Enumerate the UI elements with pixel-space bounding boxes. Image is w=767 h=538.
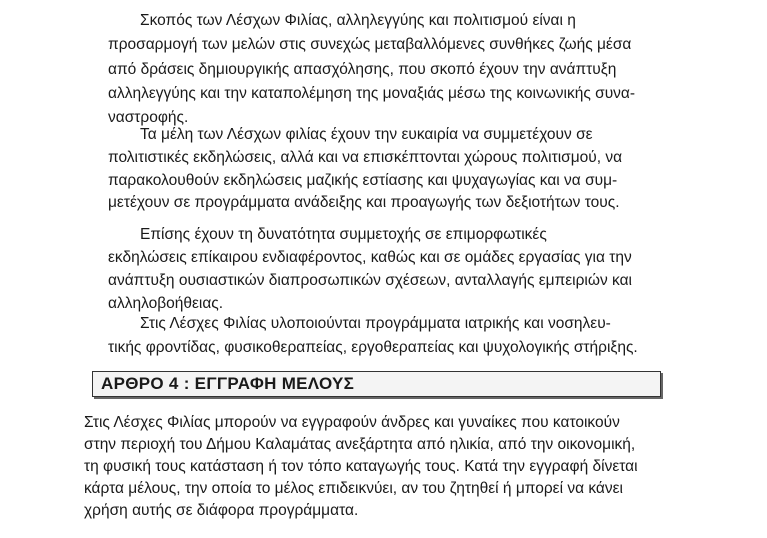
paragraph-line: από δράσεις δημιουργικής απασχόλησης, που σκοπό έχουν την ανάπτυξη — [108, 61, 617, 78]
paragraph-line: Στις Λέσχες Φιλίας υλοποιούνται προγράμματα ιατρικής και νοσηλευ- — [140, 315, 611, 332]
paragraph-line: αλληλεγγύης και την καταπολέμηση της μοναξιάς μέσω της κοινωνικής συνα- — [108, 85, 636, 102]
paragraph-line: προσαρμογή των μελών στις συνεχώς μεταβαλλόμενες συνθήκες ζωής μέσα — [108, 36, 632, 53]
paragraph-line: ανάπτυξη ουσιαστικών διαπροσωπικών σχέσεων, ανταλλαγής εμπειριών και — [108, 272, 632, 289]
paragraph-line: κάρτα μέλους, την οποία το μέλος επιδεικνύει, αν του ζητηθεί ή μπορεί να κάνει — [84, 480, 623, 497]
paragraph-line: τικής φροντίδας, φυσικοθεραπείας, εργοθεραπείας και ψυχολογικής στήριξης. — [108, 339, 638, 356]
paragraph-line: Επίσης έχουν τη δυνατότητα συμμετοχής σε επιμορφωτικές — [140, 226, 547, 243]
paragraph-line: χρήση αυτής σε διάφορα προγράμματα. — [84, 502, 359, 519]
paragraph-line: ναστροφής. — [108, 109, 189, 126]
paragraph-line: μετέχουν σε προγράμματα ανάδειξης και προαγωγής των δεξιοτήτων τους. — [108, 194, 620, 211]
paragraph-line: στην περιοχή του Δήμου Καλαμάτας ανεξάρτητα από ηλικία, από την οικονομική, — [84, 436, 636, 453]
paragraph-line: Στις Λέσχες Φιλίας μπορούν να εγγραφούν άνδρες και γυναίκες που κατοικούν — [84, 414, 620, 431]
paragraph-line: Σκοπός των Λέσχων Φιλίας, αλληλεγγύης και πολιτισμού είναι η — [140, 12, 576, 29]
paragraph-line: παρακολουθούν εκδηλώσεις μαζικής εστίασης και ψυχαγωγίας και να συμ- — [108, 172, 618, 189]
paragraph-line: πολιτιστικές εκδηλώσεις, αλλά και να επισκέπτονται χώρους πολιτισμού, να — [108, 149, 623, 166]
article-heading: ΑΡΘΡΟ 4 : ΕΓΓΡΑΦΗ ΜΕΛΟΥΣ — [101, 374, 355, 393]
article-heading-box — [92, 371, 661, 397]
paragraph-line: τη φυσική τους κατάσταση ή τον τόπο καταγωγής τους. Κατά την εγγραφή δίνεται — [84, 458, 638, 475]
paragraph-line: Τα μέλη των Λέσχων φιλίας έχουν την ευκαιρία να συμμετέχουν σε — [140, 126, 593, 143]
paragraph-line: εκδηλώσεις επίκαιρου ενδιαφέροντος, καθώς και σε ομάδες εργασίας για την — [108, 249, 632, 266]
paragraph-line: αλληλοβοήθειας. — [108, 295, 224, 312]
